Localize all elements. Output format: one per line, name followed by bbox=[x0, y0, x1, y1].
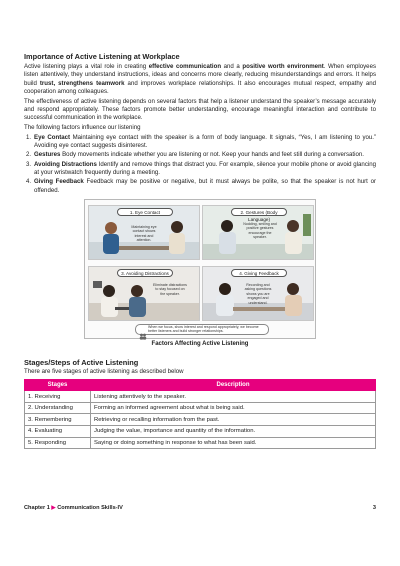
description-cell: Judging the value, importance and quantity of the information. bbox=[91, 426, 376, 438]
list-item: 1. Eye Contact Maintaining eye contact with the speaker is a form of body language. It signals, “Yes, I am listening to you.” Avoiding eye contact suggests disinterest. bbox=[26, 133, 376, 150]
list-item: 3. Avoiding Distractions Identify and remove things that distract you. For example, silence your mobile phone or avoid glancing at your wristwatch frequently during a meeting. bbox=[26, 160, 376, 177]
people-icon bbox=[139, 327, 147, 345]
figure-caption: Factors Affecting Active Listening bbox=[151, 340, 249, 347]
stage-cell: 3. Remembering bbox=[25, 414, 91, 426]
stage-cell: 2. Understanding bbox=[25, 402, 91, 414]
page-footer bbox=[24, 505, 376, 511]
section-heading: Importance of Active Listening at Workplace bbox=[24, 52, 180, 61]
panel-caption: 1. Eye Contact bbox=[117, 208, 173, 216]
list-item: 4. Giving Feedback Feedback may be positive or negative, but it must always be polite, so that the speaker is not hurt or offended. bbox=[26, 178, 377, 194]
column-header-stages: Stages bbox=[25, 380, 91, 391]
panel-note: Recording and asking questions shows you are engaged and understand. bbox=[244, 282, 272, 305]
paragraph-stages-intro: There are five stages of active listening as described below bbox=[24, 367, 184, 375]
footer-chapter: Chapter 1 ▶ Communication Skills-IV bbox=[24, 505, 123, 511]
table-row bbox=[25, 426, 376, 438]
table-row bbox=[25, 437, 376, 449]
panel-eye-contact bbox=[88, 205, 200, 260]
list-item: 2. Gestures Body movements indicate whether you are listening or not. Keep your hands and feet still during a conversation. bbox=[26, 151, 364, 159]
chevron-right-icon: ▶ bbox=[51, 505, 56, 511]
panel-caption: 2. Gestures (Body Language) bbox=[231, 208, 287, 216]
panel-gestures bbox=[202, 205, 314, 260]
paragraph-importance: Active listening plays a vital role in creating effective communication and a positive worth environment. When employees listen attentively, they understand instructions, ideas and concerns more clearly, reducing misunderstandings and errors. It helps build trust, strengthens teamwork and improves workplace relationships. It also encourages mutual respect, empathy and cooperation among colleagues. bbox=[24, 63, 377, 95]
panel-avoiding-distractions bbox=[88, 266, 200, 321]
stage-cell: 1. Receiving bbox=[25, 391, 91, 403]
paragraph-factors-intro: The following factors influence our listening bbox=[24, 124, 141, 132]
description-cell: Saying or doing something in response to what has been said. bbox=[91, 437, 376, 449]
description-cell: Listening attentively to the speaker. bbox=[91, 391, 376, 403]
column-header-description: Description bbox=[91, 380, 376, 391]
description-cell: Forming an informed agreement about what is being said. bbox=[91, 402, 376, 414]
illustration-footer-note: When we focus, show interest and respond appropriately, we become better listeners and build stronger relationships. bbox=[135, 324, 269, 335]
panel-caption: 4. Giving Feedback bbox=[231, 269, 287, 277]
stage-cell: 4. Evaluating bbox=[25, 426, 91, 438]
panel-note: Nodding, smiling and positive gestures encourage the speaker. bbox=[243, 221, 277, 240]
section-heading: Stages/Steps of Active Listening bbox=[24, 357, 139, 367]
description-cell: Retrieving or recalling information from the past. bbox=[91, 414, 376, 426]
table-row bbox=[25, 414, 376, 426]
table-header-row bbox=[25, 380, 376, 391]
stage-cell: 5. Responding bbox=[25, 437, 91, 449]
page-content bbox=[24, 52, 376, 449]
panel-note: Eliminate distractions to stay focused on the speaker. bbox=[153, 282, 187, 296]
table-row bbox=[25, 402, 376, 414]
paragraph-effectiveness: The effectiveness of active listening depends on several factors that help a listener understand the speaker’s message accurately and respond appropriately. These factors promote better understanding, encourage meaningful interaction and contribute to successful communication in the workplace. bbox=[24, 97, 376, 122]
panel-caption: 3. Avoiding Distractions bbox=[117, 269, 173, 277]
factors-list bbox=[24, 134, 376, 195]
stages-table bbox=[24, 379, 376, 449]
factors-illustration bbox=[84, 199, 316, 339]
panel-note: Maintaining eye contact shows interest and attention. bbox=[131, 224, 157, 243]
table-row bbox=[25, 391, 376, 403]
panel-giving-feedback bbox=[202, 266, 314, 321]
page-number: 3 bbox=[372, 505, 376, 511]
